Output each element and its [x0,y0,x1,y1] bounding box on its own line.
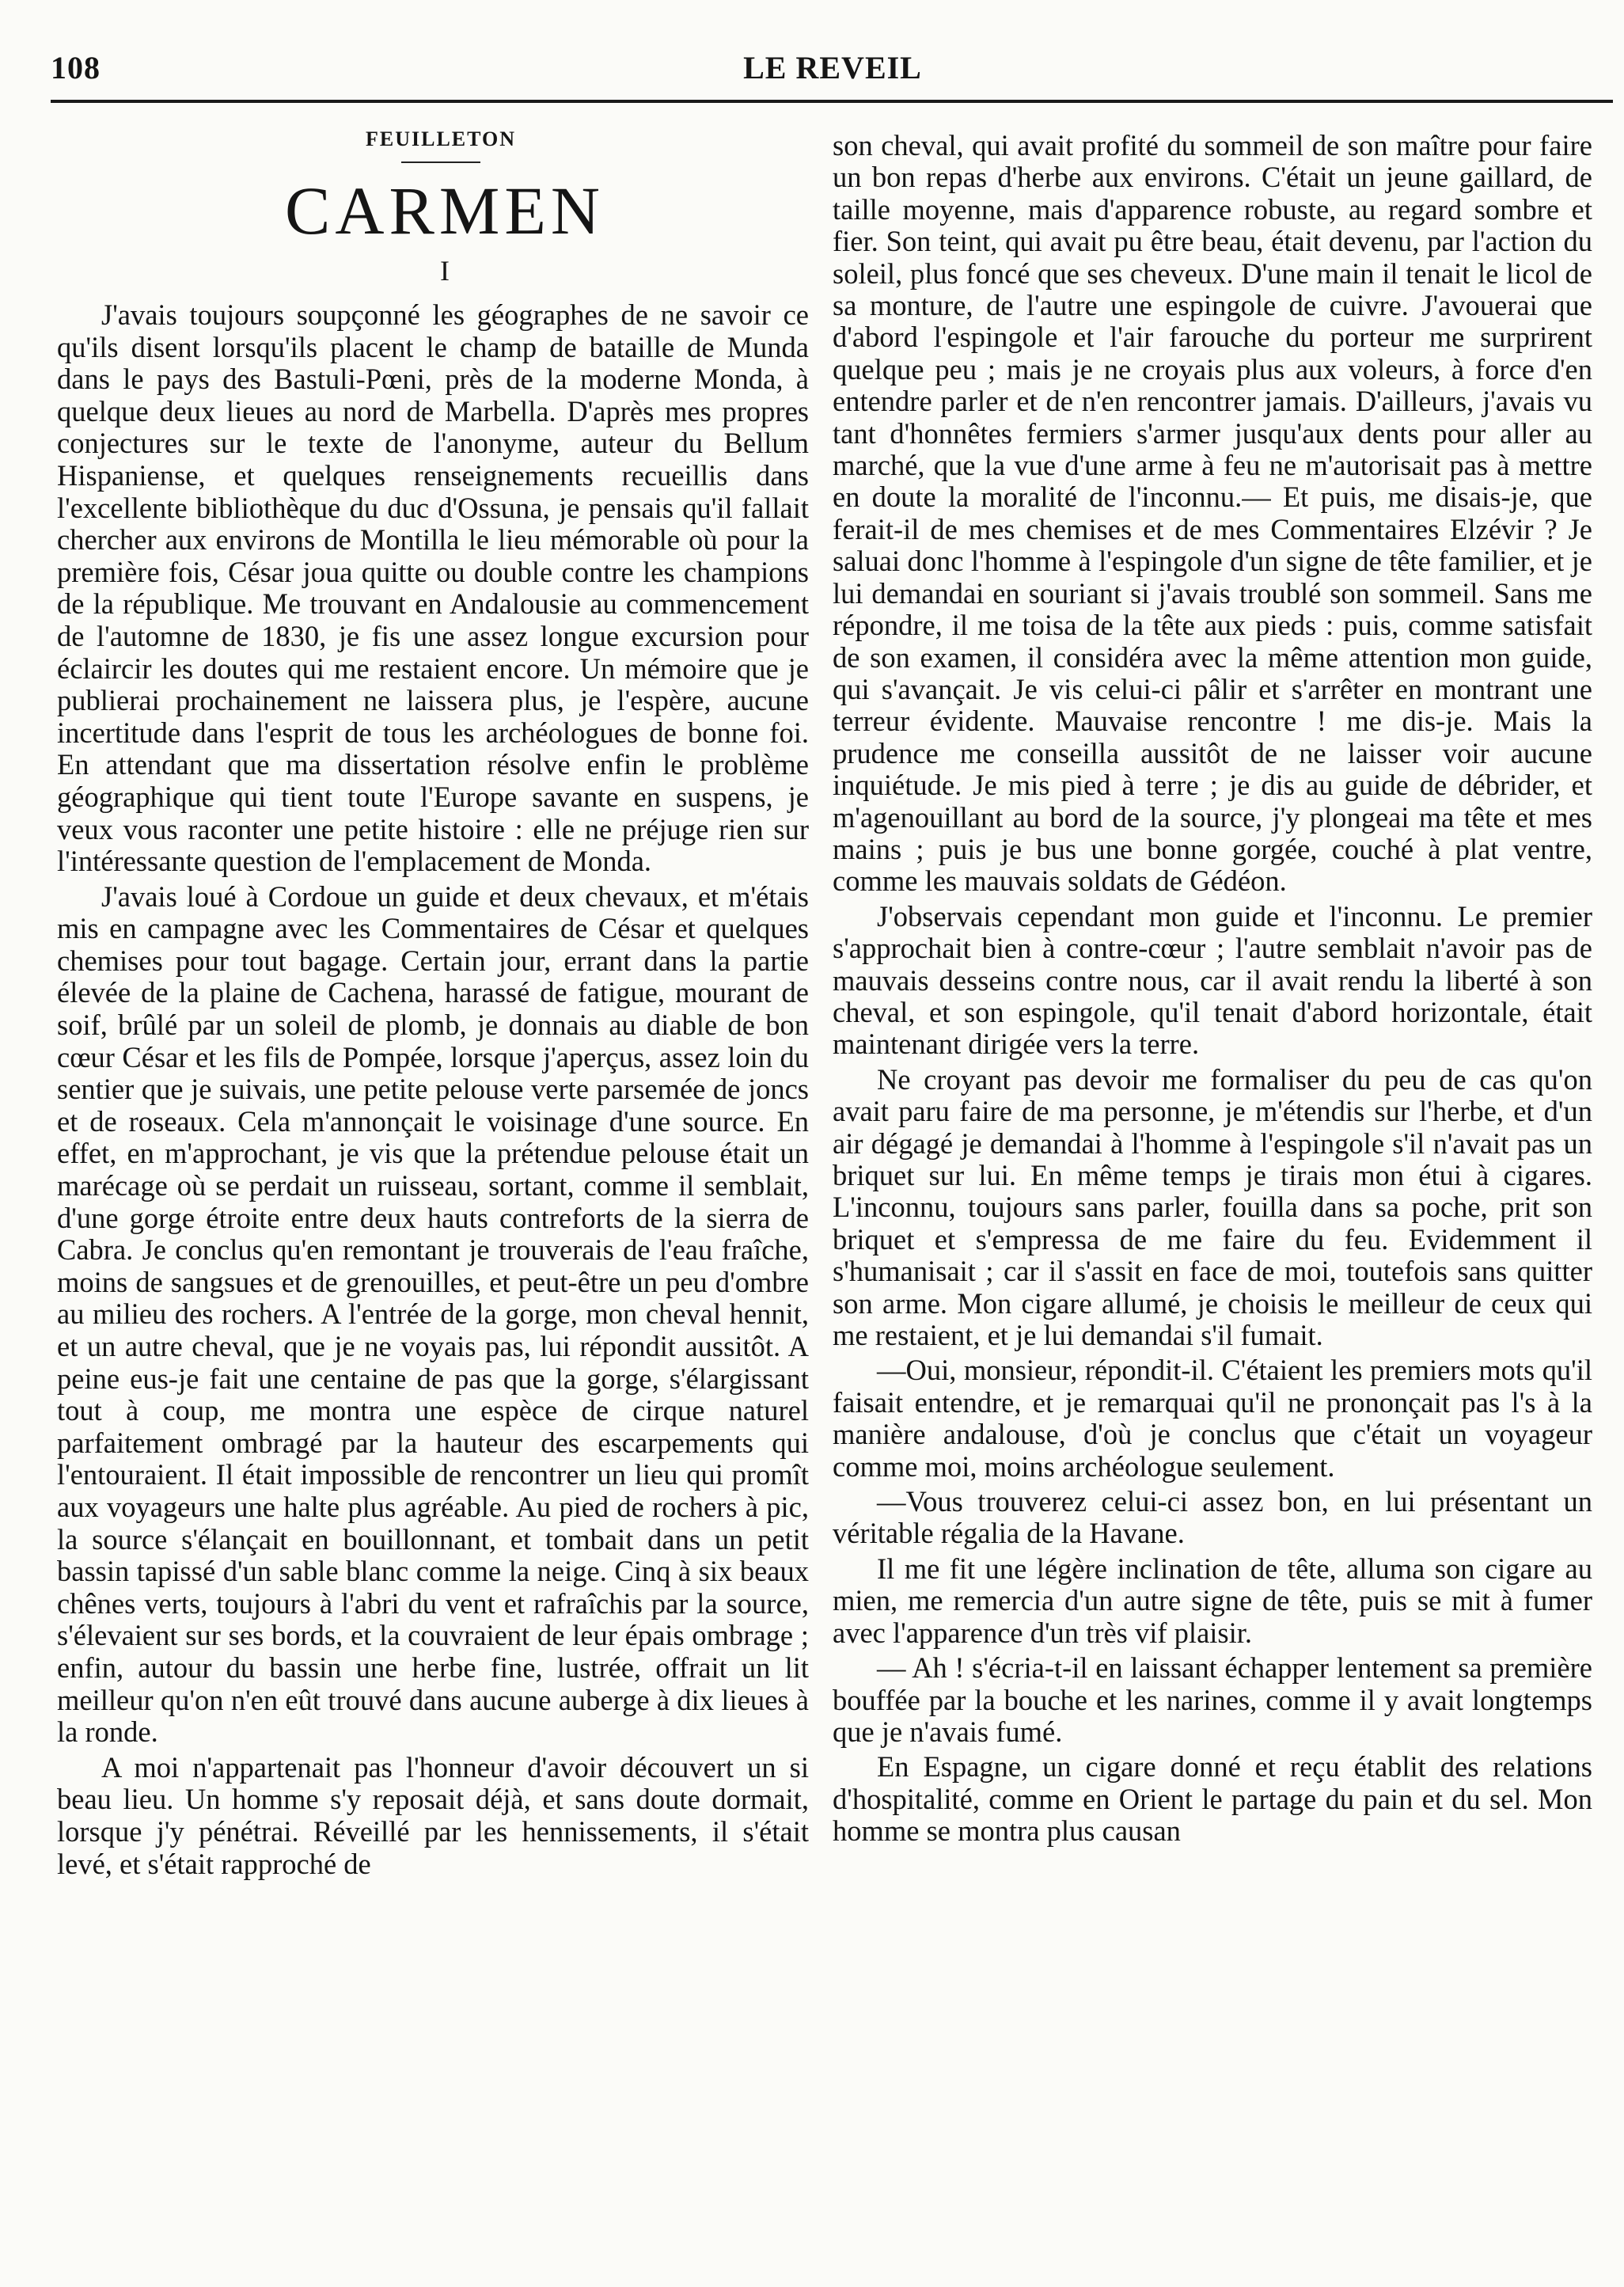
paragraph: Ne croyant pas devoir me formaliser du peu de cas qu'on avait paru faire de ma personne, je m'étendis sur l'herbe, et d'un air dégagé je demandai à l'homme à l'espingole s'il n'avait pas un briquet sur lui. En même temps je tirais mon étui à cigares. L'inconnu, toujours sans parler, fouilla dans sa poche, prit son briquet et s'empressa de me faire du feu. Evidemment il s'humanisait ; car il s'assit en face de moi, toutefois sans quitter son arme. Mon cigare allumé, je choisis le meilleur de ceux qui me restaient, et je lui demandai s'il fumait. [833,1062,1592,1352]
page-number: 108 [51,50,101,85]
paragraph: J'avais loué à Cordoue un guide et deux chevaux, et m'étais mis en campagne avec les Commentaires de César et quelques chemises pour tout bagage. Certain jour, errant dans la partie élevée de la plaine de Cachena, harassé de fatigue, mourant de soif, brûlé par un soleil de plomb, je donnais au diable de bon cœur César et les fils de Pompée, lorsque j'aperçus, assez loin du sentier que je suivais, une petite pelouse verte parsemée de joncs et de roseaux. Cela m'annonçait le voisinage d'une source. En effet, en m'approchant, je vis que la prétendue pelouse était un marécage où se perdait un ruisseau, sortant, comme il semblait, d'une gorge étroite entre deux hauts contreforts de la sierra de Cabra. Je conclus qu'en remontant je trouverais de l'eau fraîche, moins de sangsues et de grenouilles, et peut-être un peu d'ombre au milieu des rochers. A l'entrée de la gorge, mon cheval hennit, et un autre cheval, que je ne voyais pas, lui répondit aussitôt. A peine eus-je fait une centaine de pas que la gorge, s'élargissant tout à coup, me montra une espèce de cirque naturel parfaitement ombragé par la hauteur des escarpements qui l'entouraient. Il était impossible de rencontrer un lieu qui promît aux voyageurs une halte plus agréable. Au pied de rochers à pic, la source s'élançait en bouillonnant, et tombait dans un petit bassin tapissé d'un sable blanc comme la neige. Cinq à six beaux chênes verts, toujours à l'abri du vent et rafraîchis par la source, s'élevaient sur ses bords, et la couvraient de leur épais ombrage ; enfin, autour du bassin une herbe fine, lustrée, offrait un lit meilleur qu'on n'en eût trouvé dans aucune auberge à dix lieues à la ronde. [57,879,809,1749]
paragraph: En Espagne, un cigare donné et reçu établit des relations d'hospitalité, comme en Orient le partage du pain et du sel. Mon homme se montra plus causan [833,1750,1592,1848]
paragraph: Il me fit une légère inclination de tête, alluma son cigare au mien, me remercia d'un autre signe de tête, puis se mit à fumer avec l'apparence d'un très vif plaisir. [833,1552,1592,1649]
page-header [51,44,1615,92]
paragraph: J'observais cependant mon guide et l'inconnu. Le premier s'approchait bien à contre-cœur ; l'autre semblait n'avoir pas de mauvais desseins contre nous, car il avait rendu la liberté à son cheval, et son espingole, qu'il tenait d'abord horizontale, était maintenant dirigée vers la terre. [833,899,1592,1061]
paragraph: —Oui, monsieur, répondit-il. C'étaient les premiers mots qu'il faisait entendre, et je remarquai qu'il ne prononçait pas l's à la manière andalouse, d'où je conclus que c'était un voyageur comme moi, moins archéologue seulement. [833,1354,1592,1483]
chapter-number: I [440,255,450,287]
right-column [833,130,1592,1851]
header-rule [51,100,1613,103]
paragraph: J'avais toujours soupçonné les géographes de ne savoir ce qu'ils disent lorsqu'ils placent le champ de bataille de Munda dans le pays des Bastuli-Pœni, près de la moderne Monda, à quelque deux lieues au nord de Marbella. D'après mes propres conjectures sur le texte de l'anonyme, auteur du Bellum Hispaniense, et quelques renseignements recueillis dans l'excellente bibliothèque du duc d'Ossuna, je pensais qu'il fallait chercher aux environs de Montilla le lieu mémorable où pour la première fois, César joua quitte ou double contre les champions de la république. Me trouvant en Andalousie au commencement de l'automne de 1830, je fis une assez longue excursion pour éclaircir les doutes qui me restaient encore. Un mémoire que je publierai prochainement ne laissera plus, je l'espère, aucune incertitude dans l'esprit de tous les archéologues de bonne foi. En attendant que ma dissertation résolve enfin le problème géographique qui tient toute l'Europe savante en suspens, je veux vous raconter une petite histoire : elle ne préjuge rien sur l'intéressante question de l'emplacement de Monda. [57,298,809,878]
section-rubric: FEUILLETON [365,127,516,150]
rubric-divider [401,161,480,163]
paragraph: —Vous trouverez celui-ci assez bon, en lui présentant un véritable régalia de la Havane. [833,1485,1592,1550]
paragraph: — Ah ! s'écria-t-il en laissant échapper lentement sa première bouffée par la bouche et les narines, comme il y avait longtemps que je n'avais fumé. [833,1651,1592,1748]
article-title: CARMEN [285,173,605,249]
journal-title: LE REVEIL [743,50,922,85]
paragraph: A moi n'appartenait pas l'honneur d'avoir découvert un si beau lieu. Un homme s'y reposait déjà, et sans doute dormait, lorsque j'y pénétrai. Réveillé par les hennissements, il s'était levé, et s'était rapproché de [57,1750,809,1880]
paragraph: son cheval, qui avait profité du sommeil de son maître pour faire un bon repas d'herbe aux environs. C'était un jeune gaillard, de taille moyenne, mais d'apparence robuste, au regard sombre et fier. Son teint, qui avait pu être beau, était devenu, par l'action du soleil, plus foncé que ses cheveux. D'une main il tenait le licol de sa monture, de l'autre une espingole de cuivre. J'avouerai que d'abord l'espingole et l'air farouche du porteur me surprirent quelque peu ; mais je ne croyais plus aux voleurs, à force d'en entendre parler et de n'en rencontrer jamais. D'ailleurs, j'avais vu tant d'honnêtes fermiers s'armer jusqu'aux dents pour aller au marché, que la vue d'une arme à feu ne m'autorisait pas à mettre en doute la moralité de l'inconnu.— Et puis, me disais-je, que ferait-il de mes chemises et de mes Commentaires Elzévir ? Je saluai donc l'homme à l'espingole d'un signe de tête familier, et je lui demandai en souriant si j'avais troublé son sommeil. Sans me répondre, il me toisa de la tête aux pieds : puis, comme satisfait de son examen, il considéra avec la même attention mon guide, qui s'avançait. Je vis celui-ci pâlir et s'arrêter en montrant une terreur évidente. Mauvaise rencontre ! me dis-je. Mais la prudence me conseilla aussitôt de ne laisser voir aucune inquiétude. Je mis pied à terre ; je dis au guide de débrider, et m'agenouillant au bord de la source, j'y plongeai ma tête et mes mains ; puis je bus une bonne gorgée, couché à plat ventre, comme les mauvais soldats de Gédéon. [833,129,1592,898]
left-column [57,125,809,1883]
